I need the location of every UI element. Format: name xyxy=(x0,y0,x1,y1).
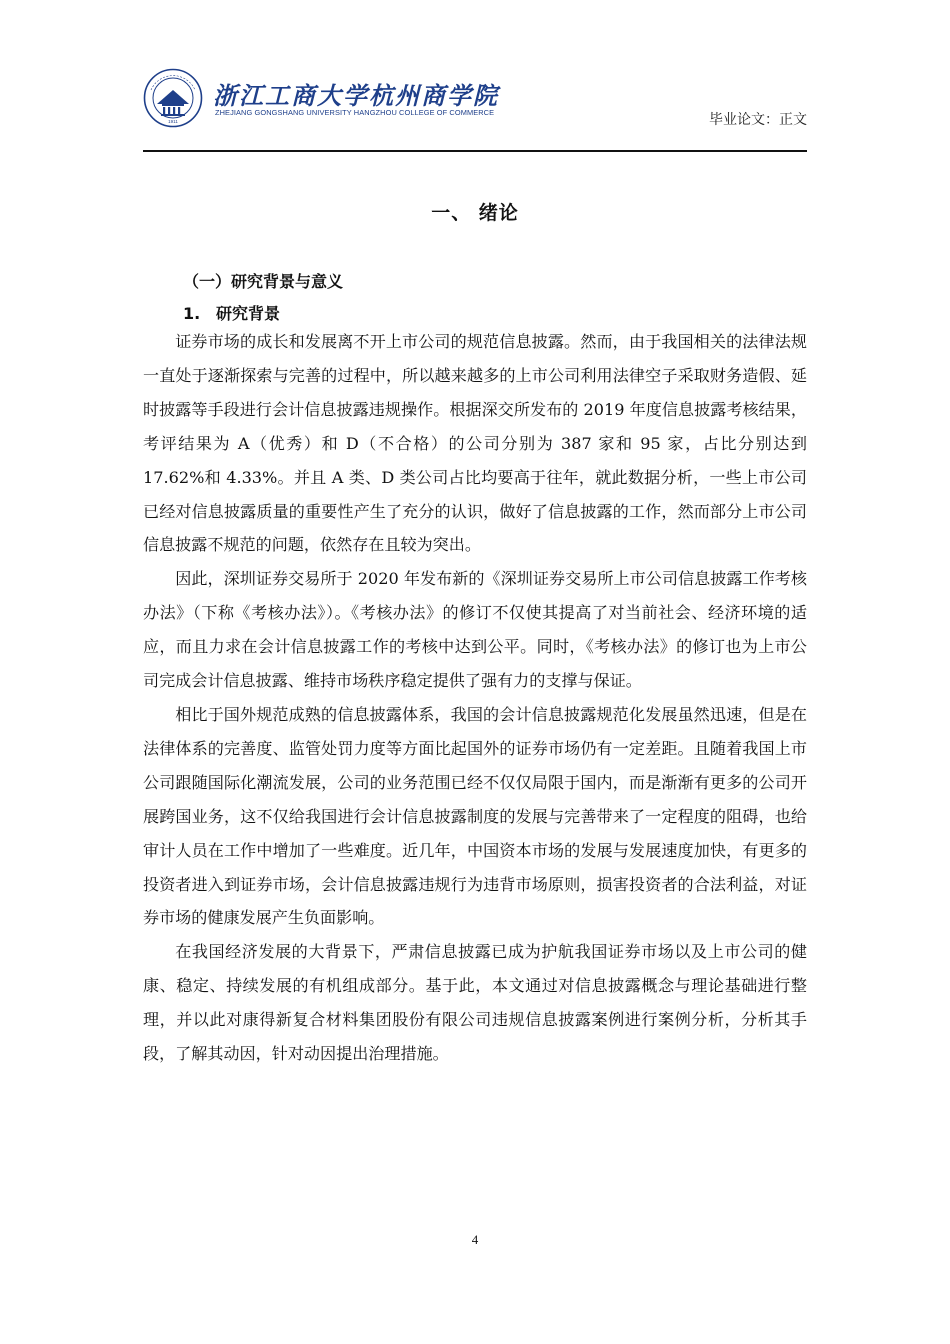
school-name-cn: 浙江工商大学杭州商学院 xyxy=(213,81,499,110)
chapter-title: 一、 绪论 xyxy=(431,202,519,224)
paragraph: 因此，深圳证券交易所于 2020 年发布新的《深圳证券交易所上市公司信息披露工作考核办法》（下称《考核办法》）。《考核办法》的修订不仅使其提高了对当前社会、经济环境的适应，而且力求在会计信息披露工作的考核中达到公平。同时，《考核办法》的修订也为上市公司完成会计信息披露、维持市场秩序稳定提供了强有力的支撑与保证。 xyxy=(143,569,807,691)
university-seal-logo xyxy=(143,68,203,128)
section-heading: （一）研究背景与意义 xyxy=(183,272,344,291)
page-number: 4 xyxy=(471,1232,479,1247)
document-label: 毕业论文：正文 xyxy=(709,112,807,128)
subsection-title: 研究背景 xyxy=(216,304,281,323)
subsection-number: 1. xyxy=(183,304,201,323)
university-wordmark xyxy=(213,76,499,122)
paragraph: 相比于国外规范成熟的信息披露体系，我国的会计信息披露规范化发展虽然迅速，但是在法律体系的完善度、监管处罚力度等方面比起国外的证券市场仍有一定差距。且随着我国上市公司跟随国际化潮流发展，公司的业务范围已经不仅仅局限于国内，而是渐渐有更多的公司开展跨国业务，这不仅给我国进行会计信息披露制度的发展与完善带来了一定程度的阻碍，也给审计人员在工作中增加了一些难度。近几年，中国资本市场的发展与发展速度加快，有更多的投资者进入到证券市场，会计信息披露违规行为违背市场原则，损害投资者的合法利益，对证券市场的健康发展产生负面影响。 xyxy=(143,704,807,928)
header-divider xyxy=(143,150,807,152)
subsection-heading xyxy=(183,301,280,324)
school-name-en: ZHEJIANG GONGSHANG UNIVERSITY HANGZHOU COLLEGE OF COMMERCE xyxy=(215,108,495,117)
paragraph: 证券市场的成长和发展离不开上市公司的规范信息披露。然而，由于我国相关的法律法规一直处于逐渐探索与完善的过程中，所以越来越多的上市公司利用法律空子采取财务造假、延时披露等手段进行会计信息披露违规操作。根据深交所发布的 2019 年度信息披露考核结果，考评结果为 A（优秀）和 D（不合格）的公司分别为 387 家和 95 家，占比分别达到 17.62%和 4.33%。并且 A 类、D 类公司占比均要高于往年，就此数据分析，一些上市公司已经对信息披露质量的重要性产生了充分的认识，做好了信息披露的工作，然而部分上市公司信息披露不规范的问题，依然存在且较为突出。 xyxy=(143,332,807,555)
body-text xyxy=(143,325,807,1071)
paragraph: 在我国经济发展的大背景下，严肃信息披露已成为护航我国证券市场以及上市公司的健康、稳定、持续发展的有机组成部分。基于此，本文通过对信息披露概念与理论基础进行整理，并以此对康得新复合材料集团股份有限公司违规信息披露案例进行案例分析，分析其手段，了解其动因，针对动因提出治理措施。 xyxy=(143,942,807,1064)
page-header xyxy=(143,62,807,152)
seal-year: 1911 xyxy=(168,119,178,124)
